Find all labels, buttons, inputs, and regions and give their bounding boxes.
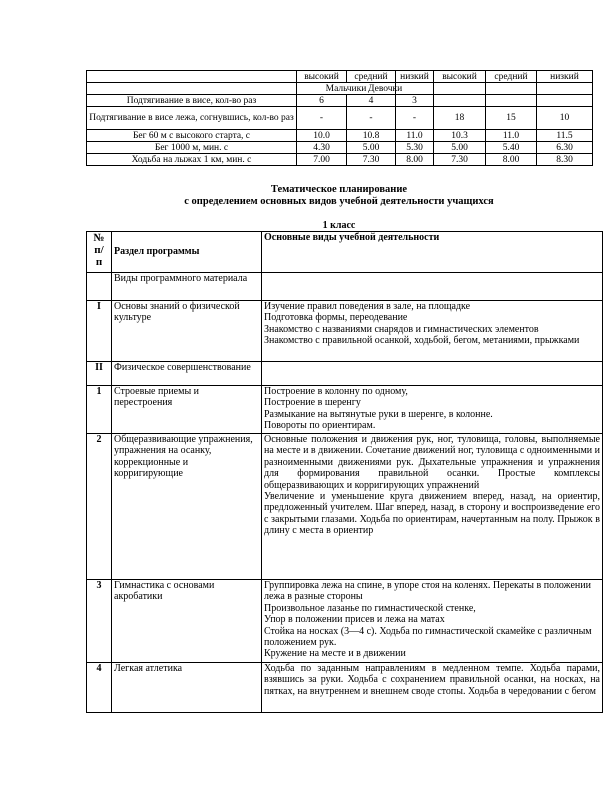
plan-subheader: Виды программного материала	[112, 273, 262, 301]
plan-row-number: II	[87, 362, 112, 386]
norms-value: 3	[396, 95, 434, 107]
plan-row-number: 4	[87, 663, 112, 713]
norms-row-label: Подтягивание в висе лежа, согнувшись, кол-во раз	[87, 107, 297, 130]
plan-row-section: Строевые приемы и перестроения	[112, 386, 262, 434]
activity-item: Стойка на носках (3—4 с). Ходьба по гимнастической скамейке с различным положением рук.	[264, 625, 592, 649]
activity-item: Построение в шеренгу	[264, 397, 361, 409]
activity-item: Произвольное лазанье по гимнастической стенке,	[264, 602, 476, 614]
norms-value: -	[396, 107, 434, 130]
activity-item: Размыкание на вытянутые руки в шеренге, в колонне.	[264, 408, 493, 420]
grade-label: 1 класс	[322, 220, 356, 231]
norms-row	[87, 142, 593, 154]
plan-row-number: I	[87, 301, 112, 362]
plan-row	[87, 362, 603, 386]
level-header: низкий	[396, 71, 434, 83]
norms-value	[486, 95, 537, 107]
norms-value: 6.30	[537, 142, 593, 154]
plan-row-number: 2	[87, 434, 112, 580]
plan-row-section: Физическое совершенствование	[112, 362, 262, 386]
activity-item: Упор в положении присев и лежа на матах	[264, 614, 445, 626]
norms-value: 7.30	[434, 154, 486, 166]
activity-item: Построение в колонну по одному,	[264, 386, 408, 397]
plan-row-activities	[262, 434, 603, 580]
plan-blank-cell	[262, 273, 603, 301]
activity-item: Основные положения и движения рук, ног, туловища, головы, выполняемые на месте и в движении. Сочетание движений ног, туловища с одноименными и разноименными движениями рук. Дыхательные упражнения и упражнения для формирования правильной осанки. Простые комплексы общеразвивающих и корригирующих упражнений	[264, 434, 600, 491]
norms-value: 10.8	[347, 130, 396, 142]
norms-value: 5.40	[486, 142, 537, 154]
norms-value: -	[347, 107, 396, 130]
plan-row-activities	[262, 663, 603, 713]
plan-row	[87, 301, 603, 362]
norms-table	[86, 70, 593, 166]
norms-value: 10.3	[434, 130, 486, 142]
plan-blank-cell	[262, 362, 603, 386]
plan-blank-cell	[87, 273, 112, 301]
norms-value	[434, 95, 486, 107]
norms-value: 5.00	[434, 142, 486, 154]
level-header: высокий	[434, 71, 486, 83]
num-header-line: п/	[94, 244, 104, 256]
norms-gender-row	[87, 83, 593, 95]
norms-value: 7.30	[347, 154, 396, 166]
norms-value: 6	[297, 95, 347, 107]
norms-value	[537, 95, 593, 107]
plan-title-line1: Тематическое планирование	[270, 184, 408, 195]
norms-value: 4	[347, 95, 396, 107]
norms-row-label: Подтягивание в висе, кол-во раз	[87, 95, 297, 107]
activity-item: Увеличение и уменьшение круга движением вперед, назад, на ориентир, предложенный учителем. Шаг вперед, назад, в сторону и воспроизведение его с закрытыми глазами. Ходьба по ориентирам, начертанным на полу. Прыжок в длину с места в ориентир	[264, 491, 600, 537]
norms-row	[87, 130, 593, 142]
activity-item: Знакомство с названиями снарядов и гимнастических элементов	[264, 323, 539, 335]
activity-item: Кружение на месте и в движении	[264, 648, 406, 660]
level-header: средний	[347, 71, 396, 83]
plan-row	[87, 663, 603, 713]
norms-value: 4.30	[297, 142, 347, 154]
norms-blank-cell	[87, 83, 297, 95]
norms-value: 11.0	[396, 130, 434, 142]
norms-blank-cell	[486, 83, 537, 95]
norms-value: 5.30	[396, 142, 434, 154]
level-header: средний	[486, 71, 537, 83]
activity-item: Группировка лежа на спине, в упоре стоя на коленях. Перекаты в положении лежа в разные стороны	[264, 580, 591, 603]
norms-value: 8.00	[486, 154, 537, 166]
plan-row-activities	[262, 580, 603, 663]
plan-num-header	[87, 232, 112, 273]
norms-value: 11.0	[486, 130, 537, 142]
plan-header-row	[87, 232, 603, 273]
norms-level-header-row	[87, 71, 593, 83]
norms-row-label: Бег 1000 м, мин. с	[87, 142, 297, 154]
plan-section-header: Раздел программы	[112, 232, 262, 273]
norms-value: 10.0	[297, 130, 347, 142]
norms-row-label: Бег 60 м с высокого старта, с	[87, 130, 297, 142]
plan-row-activities	[262, 386, 603, 434]
plan-row-section: Легкая атлетика	[112, 663, 262, 713]
plan-table	[86, 231, 603, 713]
norms-row	[87, 107, 593, 130]
norms-blank-cell	[537, 83, 593, 95]
plan-row-section: Общеразвивающие упражнения, упражнения на осанку, коррекционные и корригирующие	[112, 434, 262, 580]
norms-value: 18	[434, 107, 486, 130]
plan-activities-header: Основные виды учебной деятельности	[262, 232, 603, 273]
activity-item: Ходьба по заданным направлениям в медленном темпе. Ходьба парами, взявшись за руки. Ходьба с сохранением правильной осанки, на носках, на пятках, на внутреннем и внешнем своде стопы. Ходьба в чередовании с бегом	[264, 663, 600, 697]
girls-label-cell	[434, 83, 486, 95]
norms-value: 8.30	[537, 154, 593, 166]
boys-label: Мальчики	[297, 83, 396, 95]
norms-value: -	[297, 107, 347, 130]
norms-row	[87, 95, 593, 107]
norms-value: 15	[486, 107, 537, 130]
activity-item: Повороты по ориентирам.	[264, 420, 376, 432]
norms-value: 8.00	[396, 154, 434, 166]
plan-row	[87, 580, 603, 663]
plan-row-number: 3	[87, 580, 112, 663]
plan-row-section: Основы знаний о физической культуре	[112, 301, 262, 362]
num-header-line: п	[95, 256, 103, 268]
plan-row	[87, 434, 603, 580]
num-header-line: №	[93, 232, 105, 244]
plan-row	[87, 386, 603, 434]
activity-item: Подготовка формы, переодевание	[264, 312, 408, 324]
level-header: высокий	[297, 71, 347, 83]
plan-title-line2: с определением основных видов учебной деятельности учащихся	[184, 196, 494, 207]
plan-row-number: 1	[87, 386, 112, 434]
norms-row-label: Ходьба на лыжах 1 км, мин. с	[87, 154, 297, 166]
activity-item: Изучение правил поведения в зале, на площадке	[264, 301, 471, 312]
norms-value: 10	[537, 107, 593, 130]
plan-row-section: Гимнастика с основами акробатики	[112, 580, 262, 663]
norms-row	[87, 154, 593, 166]
norms-corner-cell	[87, 71, 297, 83]
girls-label: Девочки	[368, 84, 403, 94]
level-header: низкий	[537, 71, 593, 83]
plan-subheader-row	[87, 273, 603, 301]
activity-item: Знакомство с правильной осанкой, ходьбой, бегом, метаниями, прыжками	[264, 335, 580, 347]
plan-row-activities	[262, 301, 603, 362]
norms-value: 7.00	[297, 154, 347, 166]
norms-value: 5.00	[347, 142, 396, 154]
norms-value: 11.5	[537, 130, 593, 142]
